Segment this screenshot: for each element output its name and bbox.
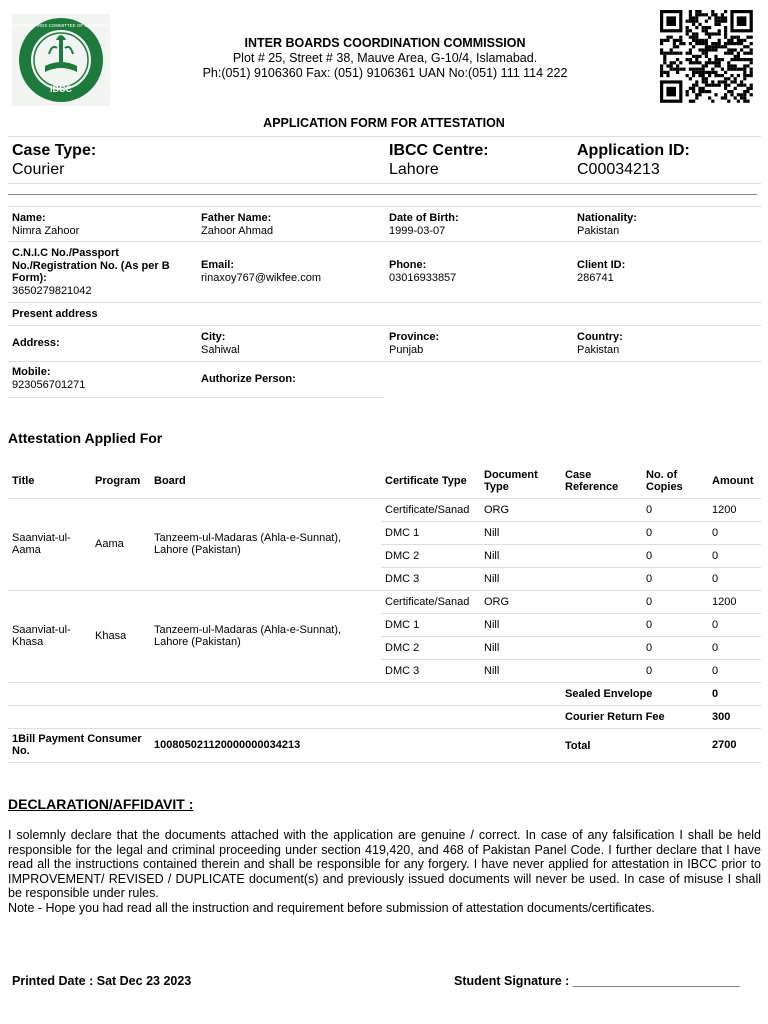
case-meta — [8, 136, 761, 184]
cert-type: DMC 3 — [381, 659, 480, 682]
row-board: Tanzeem-ul-Madaras (Ahla-e-Sunnat), Lahore (Pakistan) — [150, 590, 381, 682]
authorize-label: Authorize Person: — [201, 373, 296, 385]
father-value: Zahoor Ahmad — [201, 224, 274, 237]
phone-label: Phone: — [389, 259, 427, 271]
student-signature: Student Signature : ________________________ — [454, 974, 740, 988]
case-ref — [561, 521, 642, 544]
total-value: 2700 — [708, 728, 761, 762]
row-board: Tanzeem-ul-Madaras (Ahla-e-Sunnat), Lahore (Pakistan) — [150, 498, 381, 590]
col-program: Program — [91, 464, 150, 498]
cert-type: DMC 1 — [381, 521, 480, 544]
copies: 0 — [642, 613, 708, 636]
cert-type: DMC 1 — [381, 613, 480, 636]
total-label: Total — [565, 739, 591, 752]
centre-label: IBCC Centre: — [389, 142, 489, 159]
mobile-label: Mobile: — [12, 366, 51, 378]
amount: 0 — [708, 521, 761, 544]
declaration-text: I solemnly declare that the documents attached with the application are genuine / correct. In case of any falsification I shall be held responsible for the legal and criminal proceeding under section 419,420, and 468 of Pakistan Panel Code. I further declare that I have read all the instructions contained therein and shall be responsible for any forgery. I have never applied for attestation in IBCC prior to IMPROVEMENT/ REVISED / DUPLICATE document(s) and previously issued documents will never be used. In case of misuse I shall be responsible under rules. — [8, 828, 761, 900]
copies: 0 — [642, 498, 708, 521]
declaration-body — [8, 828, 761, 915]
ibcc-centre — [389, 141, 489, 180]
amount: 0 — [708, 613, 761, 636]
case-type-label: Case Type: — [12, 142, 97, 159]
cnic-value: 3650279821042 — [12, 284, 92, 297]
father-label: Father Name: — [201, 212, 272, 224]
courier-fee-value: 300 — [708, 705, 761, 728]
province-value: Punjab — [389, 343, 424, 356]
logo-text: IBCC — [50, 84, 72, 94]
col-doc-type: Document Type — [480, 464, 561, 498]
present-address-label: Present address — [12, 308, 98, 320]
client-id-label: Client ID: — [577, 259, 626, 271]
sealed-envelope-value: 0 — [708, 682, 761, 705]
printed-date: Printed Date : Sat Dec 23 2023 — [12, 974, 192, 988]
org-name: INTER BOARDS COORDINATION COMMISSION — [244, 36, 526, 50]
ibcc-logo — [12, 14, 110, 106]
col-board: Board — [150, 464, 381, 498]
col-amount: Amount — [708, 464, 761, 498]
info-row-4 — [8, 326, 761, 362]
case-ref — [561, 567, 642, 590]
mobile-value: 923056701271 — [12, 378, 86, 391]
doc-type: Nill — [480, 521, 561, 544]
logo-ring-text: INTER BOARDS COMMITTEE OF CHAIRMEN — [13, 23, 109, 28]
divider — [8, 194, 757, 195]
table-row — [8, 590, 761, 613]
email-value: rinaxoy767@wikfee.com — [201, 271, 321, 284]
col-title: Title — [8, 464, 91, 498]
copies: 0 — [642, 590, 708, 613]
row-program: Aama — [91, 498, 150, 590]
row-title: Saanviat-ul-Khasa — [8, 590, 91, 682]
cert-type: DMC 3 — [381, 567, 480, 590]
cert-type: DMC 2 — [381, 636, 480, 659]
amount: 0 — [708, 659, 761, 682]
nationality-value: Pakistan — [577, 224, 620, 237]
bill-number: 100805021120000000034213 — [150, 728, 642, 762]
document-header — [0, 0, 768, 110]
amount: 0 — [708, 567, 761, 590]
attestation-title: Attestation Applied For — [8, 430, 163, 446]
country-value: Pakistan — [577, 343, 620, 356]
case-ref — [561, 613, 642, 636]
info-row-3 — [8, 303, 761, 326]
doc-type: Nill — [480, 636, 561, 659]
application-id — [577, 141, 690, 180]
info-row-5 — [8, 362, 384, 398]
centre-value: Lahore — [389, 161, 439, 178]
doc-type: ORG — [480, 498, 561, 521]
case-ref — [561, 659, 642, 682]
case-ref — [561, 636, 642, 659]
cert-type: Certificate/Sanad — [381, 498, 480, 521]
col-case-ref: Case Reference — [561, 464, 642, 498]
app-id-value: C00034213 — [577, 161, 660, 178]
dob-label: Date of Birth: — [389, 212, 459, 224]
info-row-1 — [8, 206, 761, 242]
cnic-label: C.N.I.C No./Passport No./Registration No. (As per B Form): — [12, 247, 170, 284]
phone-value: 03016933857 — [389, 271, 457, 284]
amount: 0 — [708, 544, 761, 567]
table-header-row — [8, 464, 761, 498]
cert-type: DMC 2 — [381, 544, 480, 567]
doc-type: ORG — [480, 590, 561, 613]
copies: 0 — [642, 659, 708, 682]
copies: 0 — [642, 521, 708, 544]
row-program: Khasa — [91, 590, 150, 682]
doc-type: Nill — [480, 544, 561, 567]
client-id-value: 286741 — [577, 271, 614, 284]
doc-type: Nill — [480, 567, 561, 590]
amount: 1200 — [708, 590, 761, 613]
amount: 1200 — [708, 498, 761, 521]
nationality-label: Nationality: — [577, 212, 637, 224]
address-label: Address: — [12, 337, 60, 349]
col-copies: No. of Copies — [642, 464, 708, 498]
courier-fee-label: Courier Return Fee — [565, 710, 665, 723]
copies: 0 — [642, 636, 708, 659]
copies: 0 — [642, 544, 708, 567]
country-label: Country: — [577, 331, 623, 343]
doc-type: Nill — [480, 613, 561, 636]
form-title: APPLICATION FORM FOR ATTESTATION — [263, 116, 505, 130]
organization-info — [140, 36, 630, 81]
sealed-envelope-label: Sealed Envelope — [565, 687, 653, 700]
courier-fee-row — [8, 705, 761, 728]
app-id-label: Application ID: — [577, 142, 690, 159]
province-label: Province: — [389, 331, 440, 343]
org-contact: Ph:(051) 9106360 Fax: (051) 9106361 UAN No:(051) 111 114 222 — [202, 66, 568, 80]
amount: 0 — [708, 636, 761, 659]
row-title: Saanviat-ul-Aama — [8, 498, 91, 590]
case-ref — [561, 498, 642, 521]
sealed-envelope-row — [8, 682, 761, 705]
dob-value: 1999-03-07 — [389, 224, 446, 237]
case-ref — [561, 544, 642, 567]
copies: 0 — [642, 567, 708, 590]
name-value: Nimra Zahoor — [12, 224, 80, 237]
qr-code — [660, 10, 756, 104]
case-type-value: Courier — [12, 161, 65, 178]
attestation-table — [8, 464, 761, 763]
email-label: Email: — [201, 259, 235, 271]
info-row-2 — [8, 242, 761, 303]
case-type — [12, 141, 96, 180]
col-cert-type: Certificate Type — [381, 464, 480, 498]
case-ref — [561, 590, 642, 613]
city-label: City: — [201, 331, 226, 343]
table-row — [8, 498, 761, 521]
total-row — [8, 728, 761, 762]
bill-label: 1Bill Payment Consumer No. — [8, 728, 150, 762]
org-address: Plot # 25, Street # 38, Mauve Area, G-10/4, Islamabad. — [232, 51, 538, 65]
declaration-note: Note - Hope you had read all the instruction and requirement before submission of attestation documents/certificates. — [8, 900, 655, 915]
name-label: Name: — [12, 212, 46, 224]
cert-type: Certificate/Sanad — [381, 590, 480, 613]
city-value: Sahiwal — [201, 343, 240, 356]
doc-type: Nill — [480, 659, 561, 682]
declaration-title: DECLARATION/AFFIDAVIT : — [8, 796, 194, 812]
